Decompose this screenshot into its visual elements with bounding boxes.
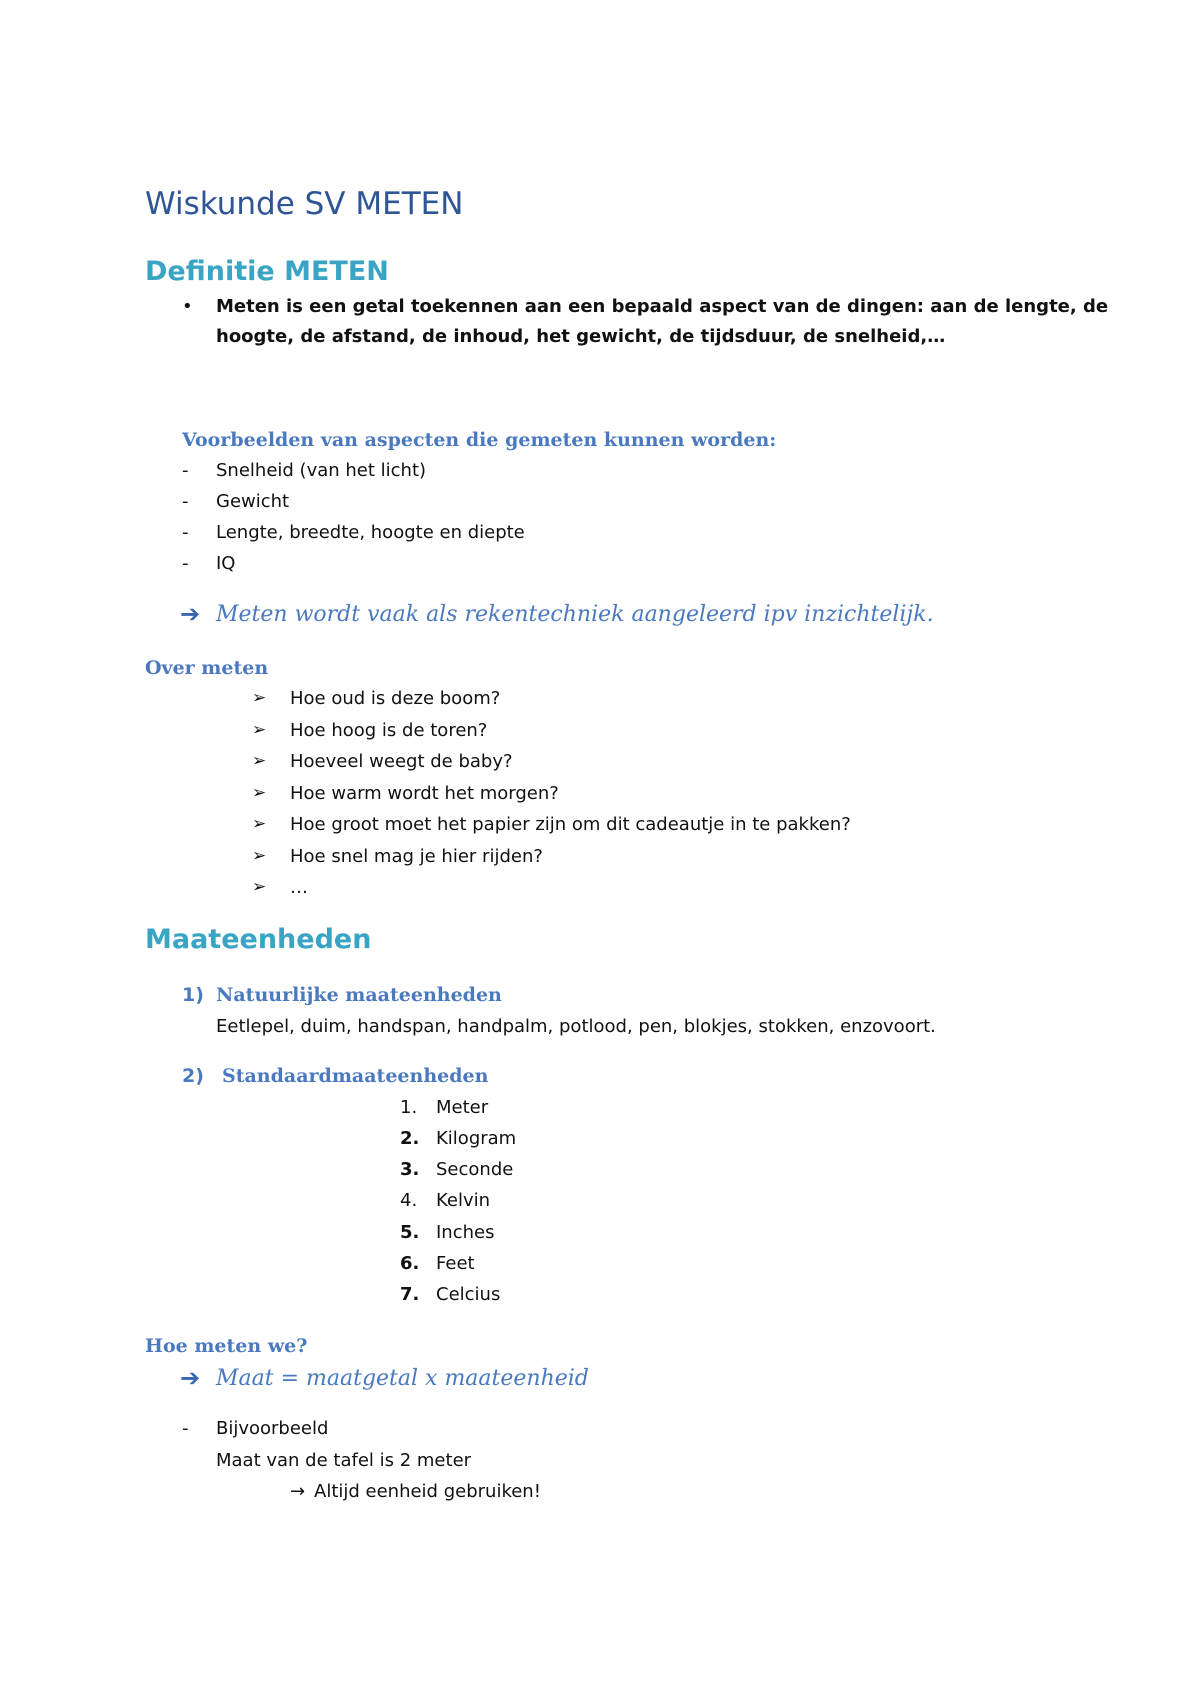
heading-hoe-meten-we: Hoe meten we? bbox=[145, 1335, 308, 1357]
heading-definitie: Definitie METEN bbox=[145, 256, 389, 287]
standard-unit-item: Kilogram bbox=[436, 1128, 517, 1149]
list-number: 5. bbox=[400, 1222, 420, 1243]
example-item: Lengte, breedte, hoogte en diepte bbox=[216, 522, 525, 543]
standard-unit-item: Inches bbox=[436, 1222, 495, 1243]
example-label: Bijvoorbeeld bbox=[216, 1418, 329, 1439]
list-number: 7. bbox=[400, 1284, 420, 1305]
question-item: … bbox=[290, 877, 308, 898]
heading-standaardmaateenheden: Standaardmaateenheden bbox=[222, 1065, 489, 1087]
arrowhead-bullet-icon: ➢ bbox=[252, 846, 267, 866]
question-item: Hoe oud is deze boom? bbox=[290, 688, 501, 709]
question-item: Hoe warm wordt het morgen? bbox=[290, 783, 559, 804]
heading-natuurlijke-maateenheden: Natuurlijke maateenheden bbox=[216, 984, 502, 1006]
list-number: 2. bbox=[400, 1128, 420, 1149]
question-item: Hoeveel weegt de baby? bbox=[290, 751, 513, 772]
arrow-right-icon: ➔ bbox=[180, 1364, 201, 1392]
example-item: Snelheid (van het licht) bbox=[216, 460, 427, 481]
definition-line-2: hoogte, de afstand, de inhoud, het gewicht, de tijdsduur, de snelheid,… bbox=[216, 326, 946, 347]
bullet-marker: • bbox=[182, 296, 193, 317]
heading-over-meten: Over meten bbox=[145, 657, 269, 679]
example-text: Maat van de tafel is 2 meter bbox=[216, 1450, 472, 1471]
dash-marker: - bbox=[182, 553, 189, 574]
arrowhead-bullet-icon: ➢ bbox=[252, 688, 267, 708]
arrowhead-bullet-icon: ➢ bbox=[252, 783, 267, 803]
arrow-right-icon: ➔ bbox=[180, 600, 201, 628]
heading-voorbeelden: Voorbeelden van aspecten die gemeten kunnen worden: bbox=[182, 429, 777, 451]
heading-maateenheden: Maateenheden bbox=[145, 924, 372, 955]
list-number: 6. bbox=[400, 1253, 420, 1274]
list-number: 1. bbox=[400, 1097, 418, 1118]
list-number: 3. bbox=[400, 1159, 420, 1180]
arrow-right-icon: → bbox=[290, 1481, 306, 1502]
arrowhead-bullet-icon: ➢ bbox=[252, 814, 267, 834]
conclusion-text: Meten wordt vaak als rekentechniek aangeleerd ipv inzichtelijk. bbox=[216, 602, 934, 627]
list-number: 4. bbox=[400, 1190, 418, 1211]
formula-text: Maat = maatgetal x maateenheid bbox=[216, 1366, 589, 1391]
section-number: 2) bbox=[182, 1065, 204, 1087]
example-item: IQ bbox=[216, 553, 236, 574]
question-item: Hoe groot moet het papier zijn om dit cadeautje in te pakken? bbox=[290, 814, 851, 835]
section-number: 1) bbox=[182, 984, 204, 1006]
question-item: Hoe snel mag je hier rijden? bbox=[290, 846, 543, 867]
dash-marker: - bbox=[182, 1418, 189, 1439]
standard-unit-item: Kelvin bbox=[436, 1190, 491, 1211]
definition-line-1: Meten is een getal toekennen aan een bepaald aspect van de dingen: aan de lengte, de bbox=[216, 296, 1109, 317]
arrowhead-bullet-icon: ➢ bbox=[252, 877, 267, 897]
standard-unit-item: Seconde bbox=[436, 1159, 514, 1180]
standard-unit-item: Meter bbox=[436, 1097, 489, 1118]
dash-marker: - bbox=[182, 522, 189, 543]
arrowhead-bullet-icon: ➢ bbox=[252, 751, 267, 771]
natural-units-text: Eetlepel, duim, handspan, handpalm, potlood, pen, blokjes, stokken, enzovoort. bbox=[216, 1016, 936, 1037]
page-title: Wiskunde SV METEN bbox=[145, 186, 464, 222]
standard-unit-item: Celcius bbox=[436, 1284, 501, 1305]
arrowhead-bullet-icon: ➢ bbox=[252, 720, 267, 740]
note-text: Altijd eenheid gebruiken! bbox=[314, 1481, 541, 1502]
standard-unit-item: Feet bbox=[436, 1253, 475, 1274]
dash-marker: - bbox=[182, 491, 189, 512]
dash-marker: - bbox=[182, 460, 189, 481]
question-item: Hoe hoog is de toren? bbox=[290, 720, 488, 741]
example-item: Gewicht bbox=[216, 491, 290, 512]
